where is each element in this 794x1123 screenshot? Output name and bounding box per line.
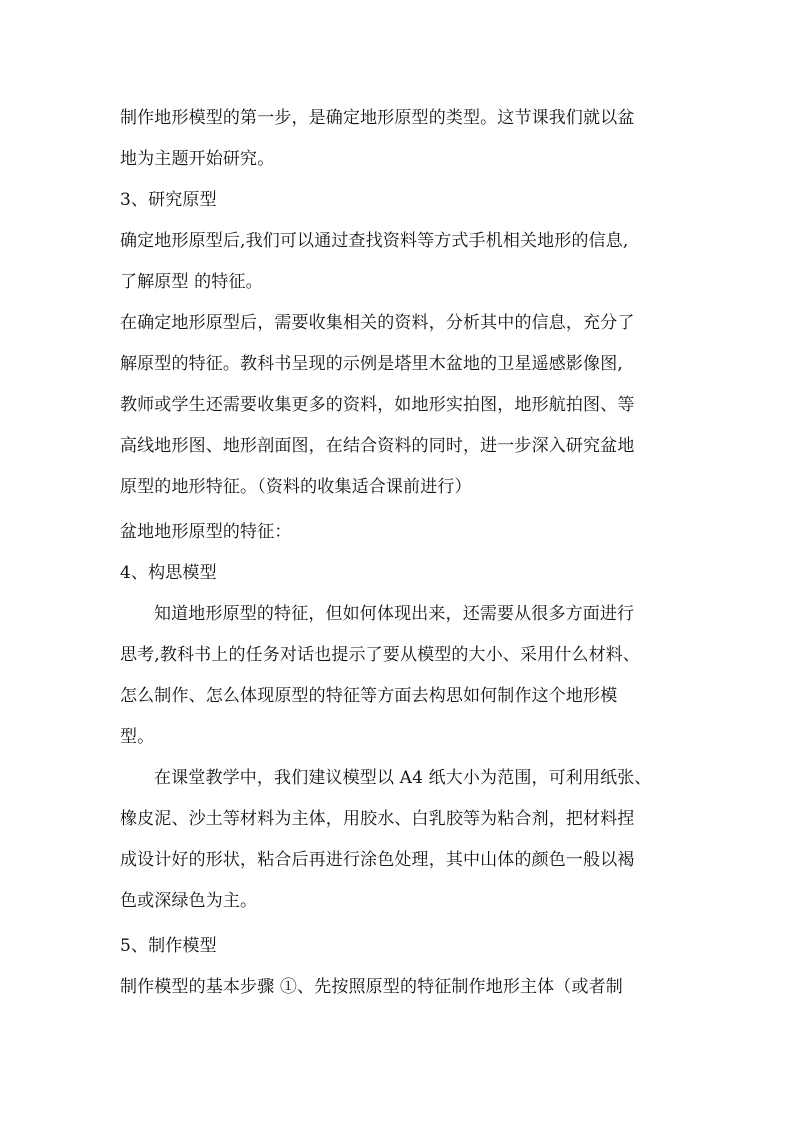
paragraph-line: 橡皮泥、沙土等材料为主体，用胶水、白乳胶等为粘合剂，把材料捏 — [120, 809, 635, 829]
section-heading-3: 3、研究原型 — [120, 190, 217, 210]
paragraph-line: 色或深绿色为主。 — [120, 891, 258, 911]
section-heading-5: 5、制作模型 — [120, 936, 217, 956]
paragraph-line: 高线地形图、地形剖面图，在结合资料的同时，进一步深入研究盆地 — [120, 436, 635, 456]
paragraph-line: 在课堂教学中，我们建议模型以 A4 纸大小为范围，可利用纸张、 — [154, 768, 652, 788]
paragraph-line: 盆地地形原型的特征： — [120, 522, 292, 542]
paragraph-line: 知道地形原型的特征，但如何体现出来，还需要从很多方面进行 — [154, 604, 635, 624]
paragraph-line: 解原型的特征。教科书呈现的示例是塔里木盆地的卫星遥感影像图, — [120, 354, 623, 374]
paragraph-line: 型。 — [120, 727, 155, 747]
paragraph-line: 思考,教科书上的任务对话也提示了要从模型的大小、采用什么材料、 — [120, 645, 641, 665]
paragraph-line: 原型的地形特征。（资料的收集适合课前进行） — [120, 477, 472, 497]
paragraph-line: 了解原型 的特征。 — [120, 272, 263, 292]
paragraph-line: 在确定地形原型后，需要收集相关的资料，分析其中的信息，充分了 — [120, 313, 635, 333]
paragraph-line: 确定地形原型后,我们可以通过查找资料等方式手机相关地形的信息, — [120, 231, 629, 251]
paragraph-line: 制作模型的基本步骤 ①、先按照原型的特征制作地形主体（或者制 — [120, 977, 623, 997]
paragraph-line: 教师或学生还需要收集更多的资料，如地形实拍图，地形航拍图、等 — [120, 395, 635, 415]
paragraph-line: 地为主题开始研究。 — [120, 149, 275, 169]
paragraph-line: 怎么制作、怎么体现原型的特征等方面去构思如何制作这个地形模 — [120, 686, 618, 706]
paragraph-line: 成设计好的形状，粘合后再进行涂色处理，其中山体的颜色一般以褐 — [120, 850, 635, 870]
section-heading-4: 4、构思模型 — [120, 563, 217, 583]
paragraph-line: 制作地形模型的第一步，是确定地形原型的类型。这节课我们就以盆 — [120, 108, 635, 128]
